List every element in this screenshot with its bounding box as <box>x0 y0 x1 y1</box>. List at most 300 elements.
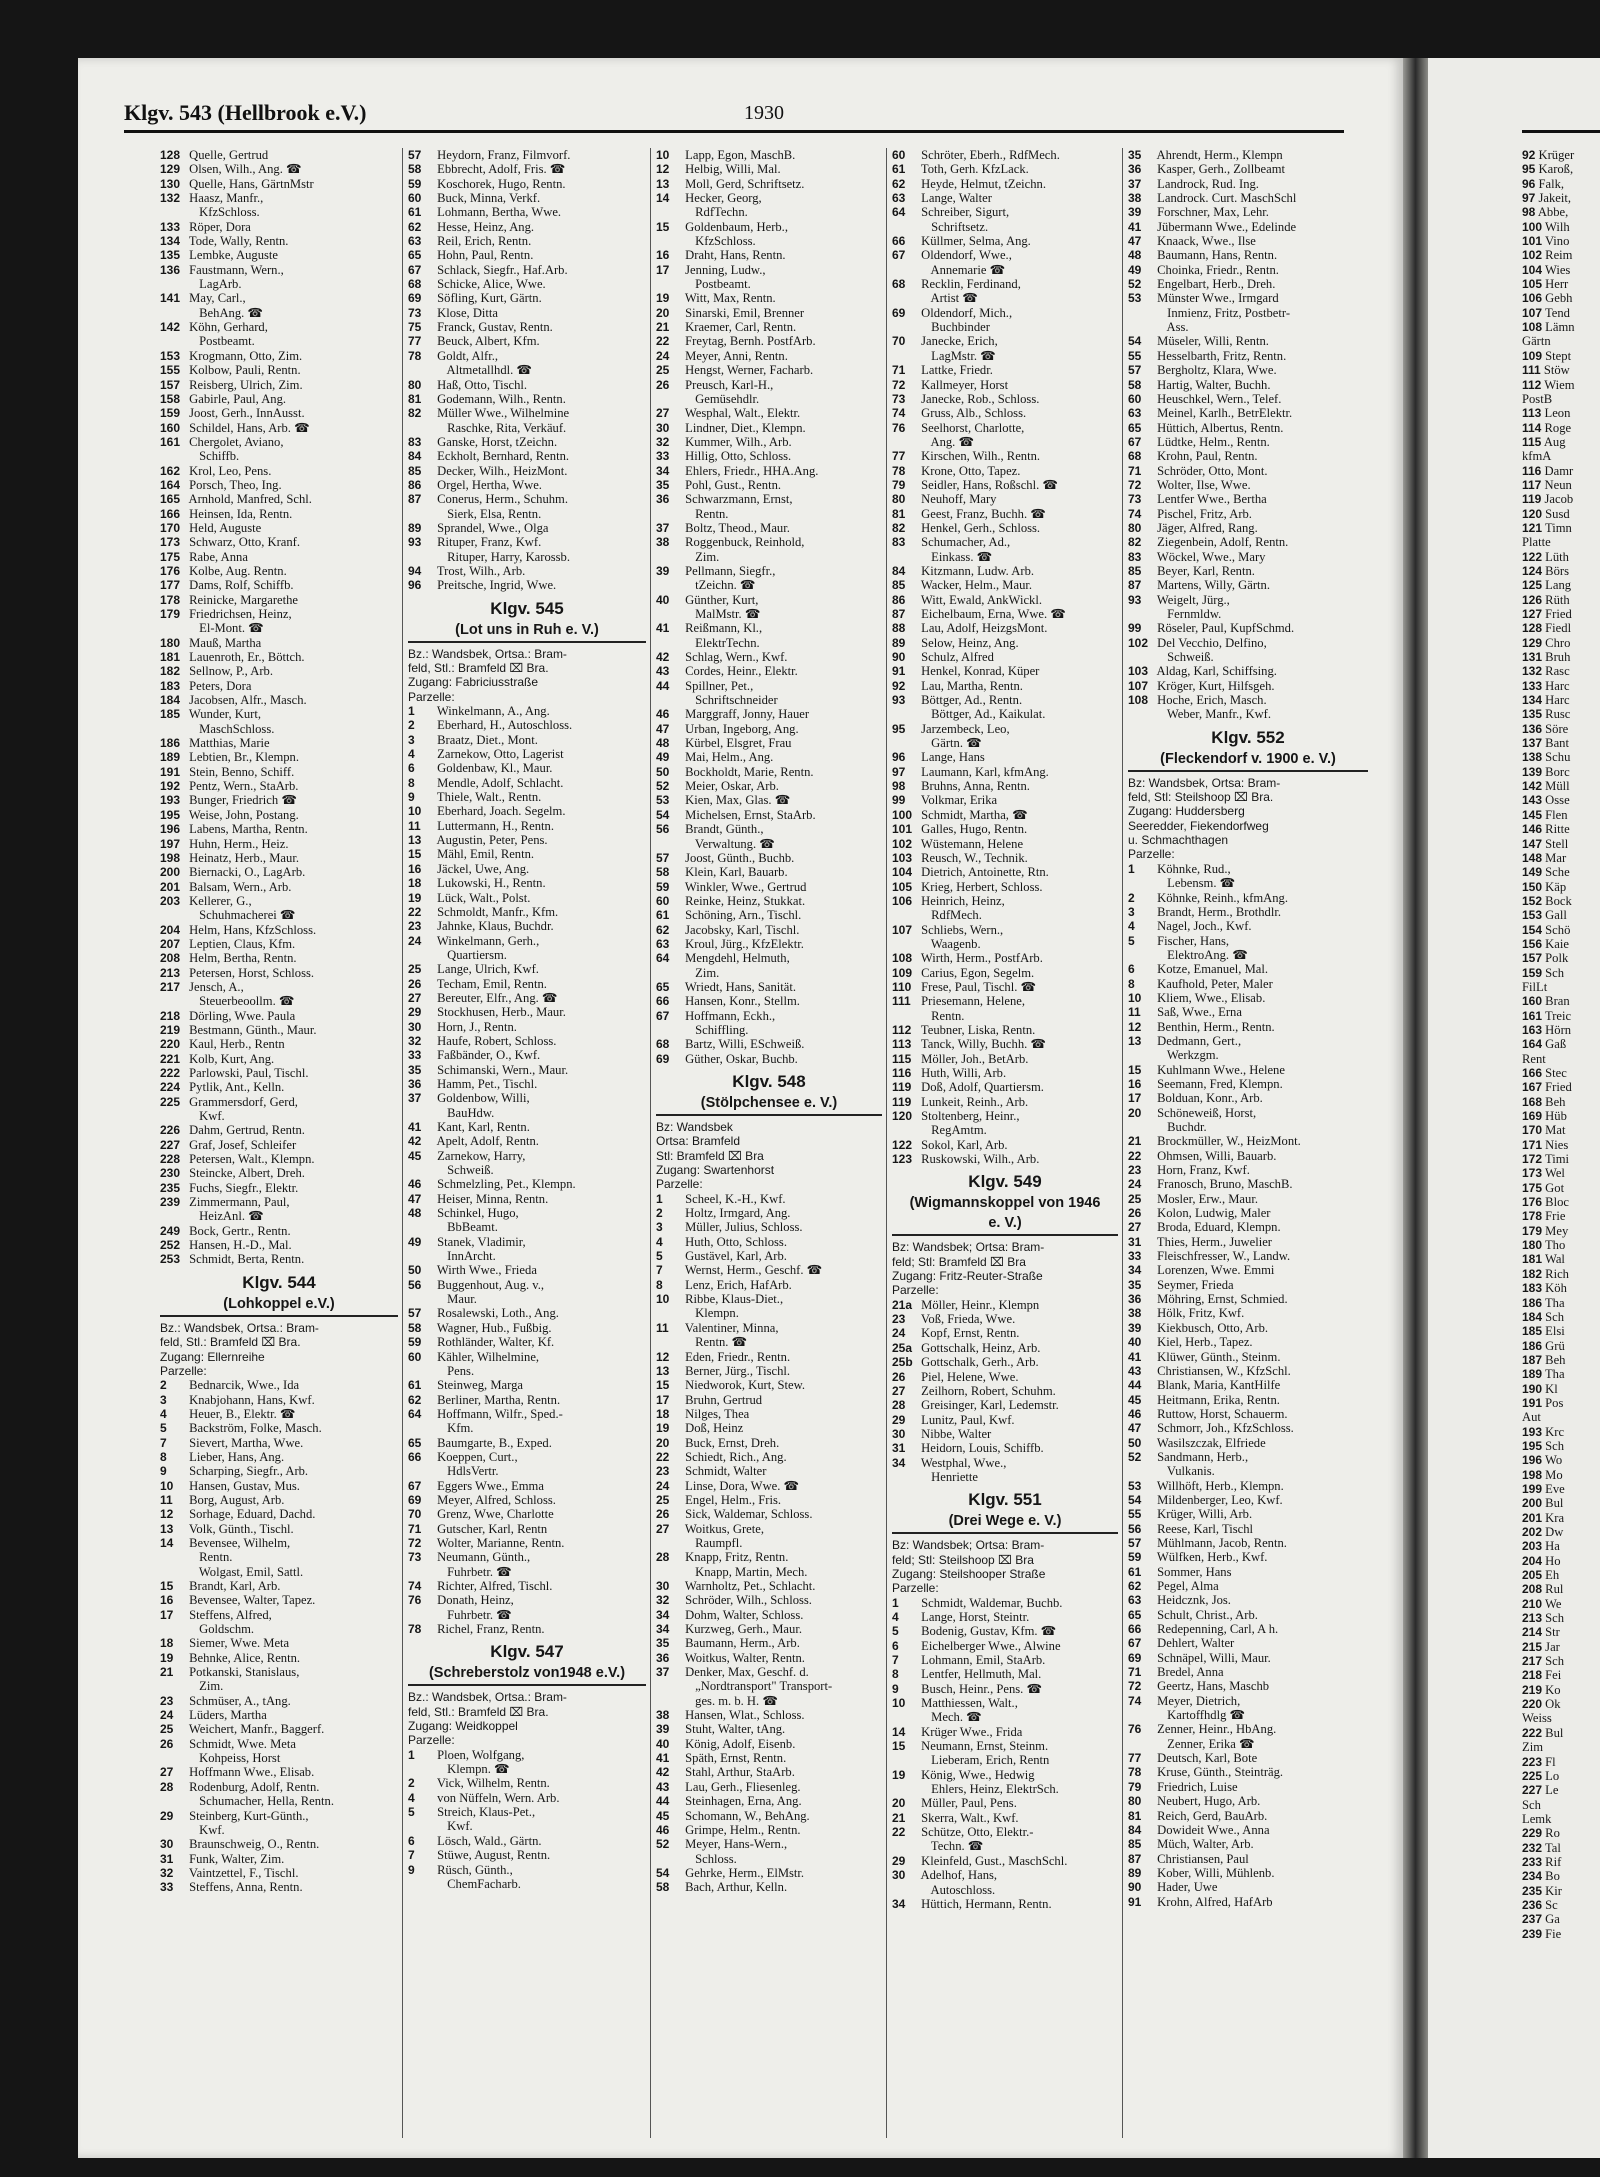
list-item <box>1522 320 1600 334</box>
list-item <box>408 905 646 919</box>
plot-number: 35 <box>408 1062 422 1077</box>
list-item <box>160 1138 398 1152</box>
entry-text: Gebh <box>1542 291 1573 306</box>
list-item <box>1522 607 1600 621</box>
list-item <box>656 1009 882 1023</box>
entry-text: Holtz, Irmgard, Ang. <box>685 1206 791 1221</box>
plot-number: 59 <box>408 1335 422 1350</box>
list-item <box>892 1854 1118 1868</box>
entry-text: Schmüser, A., tAng. <box>189 1693 291 1708</box>
list-item <box>408 747 646 761</box>
plot-number: 230 <box>160 1166 181 1181</box>
list-item <box>1128 535 1368 549</box>
list-item <box>656 363 882 377</box>
entry-text: Dedmann, Gert., <box>1157 1033 1242 1048</box>
entry-text: Röper, Dora <box>189 219 251 234</box>
plot-number: 10 <box>656 1292 670 1307</box>
list-item <box>892 421 1118 435</box>
entry-text: Lenz, Erich, HafArb. <box>685 1277 792 1292</box>
entry-text: Doß, Heinz <box>685 1421 744 1436</box>
entry-text: Hillig, Otto, Schloss. <box>685 449 792 464</box>
entry-text: Lämn <box>1542 320 1575 335</box>
list-item <box>1128 962 1368 976</box>
entry-text: Schütze, Otto, Elektr.- <box>921 1825 1034 1840</box>
list-item <box>160 1765 398 1779</box>
plot-number: 52 <box>1128 277 1142 292</box>
list-item <box>1522 1166 1600 1180</box>
list-item <box>160 277 398 291</box>
entry-text: Mey <box>1542 1223 1569 1238</box>
list-item <box>656 1321 882 1335</box>
list-item <box>160 392 398 406</box>
plot-number: 195 <box>1522 1438 1543 1453</box>
list-item <box>1522 1740 1600 1754</box>
entry-text: Voß, Frieda, Wwe. <box>920 1312 1016 1327</box>
list-item <box>656 191 882 205</box>
list-item <box>892 1753 1118 1767</box>
list-item <box>1522 650 1600 664</box>
plot-number: 173 <box>1522 1166 1543 1181</box>
list-item <box>656 1450 882 1464</box>
plot-number: 4 <box>408 1790 415 1805</box>
plot-number: 19 <box>656 291 670 306</box>
list-item <box>892 865 1118 879</box>
entry-text: Stell <box>1542 836 1569 851</box>
list-item <box>656 722 882 736</box>
plot-number: 75 <box>408 320 422 335</box>
entry-text: Ok <box>1542 1697 1561 1712</box>
section-meta: Bz.: Wandsbek, Ortsa.: Bram- <box>408 1690 567 1705</box>
plot-number: 1 <box>1128 861 1135 876</box>
plot-number: 80 <box>1128 520 1142 535</box>
plot-number: 27 <box>656 1521 670 1536</box>
plot-number: 24 <box>160 1708 174 1723</box>
plot-number: 9 <box>408 1862 415 1877</box>
list-item <box>892 1883 1118 1897</box>
entry-text: Zim <box>1522 1740 1543 1755</box>
entry-text: Pentz, Wern., StaArb. <box>189 779 299 794</box>
list-item <box>1128 449 1368 463</box>
list-item <box>892 1839 1118 1853</box>
plot-number: 154 <box>1522 922 1543 937</box>
column-divider <box>402 148 403 2138</box>
plot-number: 81 <box>1128 1808 1142 1823</box>
plot-number: 23 <box>656 1464 670 1479</box>
list-item <box>892 248 1118 262</box>
list-item <box>1128 1651 1368 1665</box>
plot-number: 30 <box>160 1837 174 1852</box>
list-item <box>408 1848 646 1862</box>
entry-text: Stanek, Vladimir, <box>437 1234 526 1249</box>
list-item <box>892 1610 1118 1624</box>
plot-number: 129 <box>160 162 181 177</box>
entry-text: Harc <box>1542 693 1570 708</box>
plot-number: 7 <box>160 1435 167 1450</box>
list-item <box>656 1751 882 1765</box>
entry-text: Leptien, Claus, Kfm. <box>189 936 296 951</box>
list-item <box>892 464 1118 478</box>
plot-number: 19 <box>656 1421 670 1436</box>
list-item <box>1128 248 1368 262</box>
entry-text: Sch <box>1542 1438 1565 1453</box>
list-item <box>1522 1439 1600 1453</box>
section-title: Klgv. 547 <box>490 1642 564 1662</box>
plot-number: 27 <box>892 1383 906 1398</box>
list-item <box>1522 378 1600 392</box>
entry-text: Horn, Franz, Kwf. <box>1157 1163 1250 1178</box>
list-item <box>160 851 398 865</box>
entry-text: Bunger, Friedrich ☎ <box>189 793 298 808</box>
plot-number: 122 <box>892 1137 913 1152</box>
plot-number: 53 <box>1128 1478 1142 1493</box>
list-item <box>1522 1367 1600 1381</box>
plot-number: 185 <box>160 707 181 722</box>
entry-text: Buchdr. <box>1167 1120 1207 1134</box>
list-item <box>408 718 646 732</box>
list-item <box>1522 1324 1600 1338</box>
list-item <box>1128 378 1368 392</box>
entry-text: Jäger, Alfred, Rang. <box>1157 520 1258 535</box>
entry-text: Schmidt, Berta, Rentn. <box>189 1252 305 1267</box>
entry-text: Pytlik, Ant., Kelln. <box>189 1080 285 1095</box>
list-item <box>160 1123 398 1137</box>
entry-text: Wilh <box>1542 219 1570 234</box>
entry-text: Reim <box>1542 248 1573 263</box>
plot-number: 200 <box>160 865 181 880</box>
entry-text: Tode, Wally, Rentn. <box>188 234 289 249</box>
plot-number: 170 <box>1522 1123 1543 1138</box>
column-divider <box>650 148 651 2138</box>
list-item <box>892 1398 1118 1412</box>
section-title: Klgv. 552 <box>1211 727 1285 747</box>
list-item <box>892 1427 1118 1441</box>
entry-text: Fuhrbetr. ☎ <box>447 1564 512 1579</box>
entry-text: Nagel, Joch., Kwf. <box>1157 919 1252 934</box>
list-item <box>408 1507 646 1521</box>
list-item <box>656 1536 882 1550</box>
plot-number: 40 <box>656 592 670 607</box>
plot-number: 25b <box>892 1355 913 1370</box>
list-item <box>1128 1679 1368 1693</box>
list-item <box>1128 1278 1368 1292</box>
list-item <box>892 1341 1118 1355</box>
list-item <box>656 1278 882 1292</box>
plot-number: 116 <box>1522 463 1542 478</box>
section-meta: Zugang: Fritz-Reuter-Straße <box>892 1269 1043 1284</box>
entry-text: Krüger, Willi, Arb. <box>1157 1507 1253 1522</box>
plot-number: 105 <box>1522 277 1543 292</box>
entry-text: Krohn, Alfred, HafArb <box>1157 1894 1273 1909</box>
list-item <box>656 1192 882 1206</box>
plot-number: 13 <box>656 1363 670 1378</box>
entry-text: Kliem, Wwe., Elisab. <box>1157 990 1266 1005</box>
plot-number: 8 <box>408 775 415 790</box>
entry-text: Knaack, Wwe., Ilse <box>1157 234 1256 249</box>
section-meta: Parzelle: <box>656 1177 703 1192</box>
entry-text: Flen <box>1542 807 1568 822</box>
entry-text: BbBeamt. <box>447 1220 498 1235</box>
list-item <box>1128 862 1368 876</box>
plot-number: 34 <box>656 1622 670 1637</box>
entry-text: Hansen, Wlat., Schloss. <box>685 1708 805 1723</box>
column-3 <box>656 148 882 1895</box>
list-item <box>1522 1310 1600 1324</box>
list-item <box>160 1009 398 1023</box>
plot-number: 86 <box>408 477 422 492</box>
entry-text: Meyer, Hans-Wern., <box>685 1837 788 1852</box>
page-header <box>124 78 1344 133</box>
plot-number: 73 <box>892 391 906 406</box>
list-item <box>160 320 398 334</box>
list-item <box>408 1834 646 1848</box>
plot-number: 50 <box>1128 1435 1142 1450</box>
section-subtitle: (Wigmannskoppel von 1946 <box>909 1195 1101 1212</box>
plot-number: 4 <box>656 1234 663 1249</box>
entry-text: Wüstemann, Helene <box>920 836 1024 851</box>
plot-number: 227 <box>1522 1783 1543 1798</box>
plot-number: 46 <box>408 1177 422 1192</box>
list-item <box>408 1163 646 1177</box>
entry-text: Vulkanis. <box>1166 1464 1215 1479</box>
entry-text: Reisberg, Ulrich, Zim. <box>189 377 303 392</box>
plot-number: 35 <box>1128 1277 1142 1292</box>
list-item <box>160 363 398 377</box>
entry-text: Fuchs, Siegfr., Elektr. <box>189 1180 299 1195</box>
entry-text: Sievert, Martha, Wwe. <box>189 1435 304 1450</box>
list-item <box>1522 1668 1600 1682</box>
plot-number: 227 <box>160 1137 181 1152</box>
list-item <box>1522 392 1600 406</box>
plot-number: 49 <box>1128 262 1142 277</box>
plot-number: 145 <box>1522 807 1543 822</box>
entry-text: Rituper, Harry, Karossb. <box>447 549 570 564</box>
list-item <box>892 1470 1118 1484</box>
list-item <box>656 392 882 406</box>
entry-text: von Nüffeln, Wern. Arb. <box>437 1790 560 1805</box>
plot-number: 30 <box>656 420 670 435</box>
list-item <box>1128 977 1368 991</box>
plot-number: 43 <box>1128 1363 1142 1378</box>
plot-number: 1 <box>408 1747 415 1762</box>
list-item <box>160 1479 398 1493</box>
entry-text: Falk, <box>1535 176 1565 191</box>
plot-number: 102 <box>1128 635 1149 650</box>
list-item <box>656 1263 882 1277</box>
list-item <box>1128 1192 1368 1206</box>
entry-text: Lunitz, Paul, Kwf. <box>921 1412 1015 1427</box>
list-item <box>160 1407 398 1421</box>
plot-number: 217 <box>160 979 181 994</box>
entry-text: Bul <box>1542 1725 1564 1740</box>
list-item <box>1128 607 1368 621</box>
entry-text: Eve <box>1542 1481 1565 1496</box>
list-item <box>892 1009 1118 1023</box>
entry-text: Fischer, Hans, <box>1157 933 1230 948</box>
entry-text: Schweiß. <box>1167 650 1214 665</box>
entry-text: Aug <box>1541 434 1566 449</box>
plot-number: 71 <box>1128 1665 1142 1680</box>
list-item <box>1128 1350 1368 1364</box>
entry-text: Hüttich, Albertus, Rentn. <box>1157 420 1284 435</box>
list-item <box>1522 478 1600 492</box>
list-item <box>1522 1152 1600 1166</box>
list-item <box>408 962 646 976</box>
list-item <box>1522 966 1600 980</box>
plot-number: 190 <box>1522 1381 1543 1396</box>
list-item <box>160 1166 398 1180</box>
entry-text: Vick, Wilhelm, Rentn. <box>436 1776 550 1791</box>
plot-number: 54 <box>1128 1492 1142 1507</box>
entry-text: Ahrendt, Herm., Klempn <box>1156 148 1283 162</box>
plot-number: 15 <box>656 219 670 234</box>
entry-text: Sinarski, Emil, Brenner <box>685 305 805 320</box>
list-item <box>1522 1195 1600 1209</box>
list-item <box>656 1852 882 1866</box>
plot-number: 61 <box>892 162 906 177</box>
plot-number: 71 <box>892 363 906 378</box>
plot-number: 22 <box>656 1449 670 1464</box>
plot-number: 253 <box>160 1252 181 1267</box>
plot-number: 18 <box>160 1636 174 1651</box>
list-item <box>160 1421 398 1435</box>
entry-text: Mildenberger, Leo, Kwf. <box>1157 1492 1283 1507</box>
list-item <box>408 406 646 420</box>
plot-number: 150 <box>1522 879 1543 894</box>
plot-number: 168 <box>1522 1094 1543 1109</box>
entry-text: Knabjohann, Hans, Kwf. <box>189 1392 315 1407</box>
list-item <box>656 334 882 348</box>
entry-text: Wal <box>1542 1252 1565 1267</box>
entry-text: Krol, Leo, Pens. <box>189 463 272 478</box>
plot-number: 63 <box>1128 1593 1142 1608</box>
list-item <box>892 378 1118 392</box>
list-item <box>408 1134 646 1148</box>
entry-text: Meyer, Alfred, Schloss. <box>437 1492 556 1507</box>
plot-number: 183 <box>160 678 181 693</box>
list-item <box>892 1080 1118 1094</box>
list-item <box>1128 1622 1368 1636</box>
entry-text: Heuer, B., Elektr. ☎ <box>189 1406 296 1421</box>
plot-number: 162 <box>160 463 181 478</box>
plot-number: 100 <box>892 807 913 822</box>
entry-text: Köh <box>1542 1281 1567 1296</box>
entry-text: BehAng. ☎ <box>199 305 264 320</box>
list-item <box>1522 220 1600 234</box>
entry-text: Rüsch, Günth., <box>437 1862 513 1877</box>
list-item <box>160 636 398 650</box>
list-item <box>160 808 398 822</box>
entry-text: Skerra, Walt., Kwf. <box>921 1810 1019 1825</box>
section-meta: Parzelle: <box>408 689 455 704</box>
plot-number: 20 <box>892 1796 906 1811</box>
list-item <box>1128 1063 1368 1077</box>
list-item <box>408 862 646 876</box>
list-item <box>160 1708 398 1722</box>
entry-text: Sch <box>1522 1797 1541 1812</box>
list-item <box>1522 1625 1600 1639</box>
plot-number: 95 <box>1522 162 1536 177</box>
list-item <box>1522 679 1600 693</box>
list-item <box>1128 1837 1368 1851</box>
list-item <box>656 966 882 980</box>
list-item <box>892 507 1118 521</box>
plot-number: 200 <box>1522 1496 1543 1511</box>
list-item <box>1128 1421 1368 1435</box>
entry-text: Kiekbusch, Otto, Arb. <box>1157 1320 1269 1335</box>
entry-text: Raschke, Rita, Verkäuf. <box>447 420 567 435</box>
entry-text: Tanck, Willy, Buchh. ☎ <box>920 1037 1047 1052</box>
plot-number: 61 <box>656 908 670 923</box>
list-item <box>892 435 1118 449</box>
list-item <box>408 1565 646 1579</box>
plot-number: 12 <box>1128 1019 1142 1034</box>
plot-number: 104 <box>892 865 913 880</box>
entry-text: Grimpe, Helm., Rentn. <box>685 1822 801 1837</box>
plot-number: 4 <box>892 1609 899 1624</box>
entry-text: Broda, Eduard, Klempn. <box>1157 1220 1281 1235</box>
entry-text: Schriftsetz. <box>931 219 989 234</box>
entry-text: Fei <box>1542 1668 1562 1683</box>
entry-text: Hengst, Werner, Facharb. <box>685 363 814 378</box>
list-item <box>656 263 882 277</box>
list-item <box>656 1794 882 1808</box>
entry-text: Wel <box>1542 1166 1565 1181</box>
entry-text: Dams, Rolf, Schiffb. <box>189 578 294 593</box>
entry-text: Rabe, Anna <box>189 549 248 564</box>
plot-number: 214 <box>1522 1625 1543 1640</box>
plot-number: 17 <box>656 262 670 277</box>
entry-text: Deutsch, Karl, Bote <box>1157 1751 1258 1766</box>
plot-number: 44 <box>1128 1378 1142 1393</box>
entry-text: Bo <box>1542 1869 1560 1884</box>
entry-text: Faßbänder, O., Kwf. <box>437 1048 541 1063</box>
entry-text: Müller Wwe., Wilhelmine <box>437 406 570 421</box>
entry-text: Buggenhout, Aug. v., <box>437 1277 545 1292</box>
plot-number: 63 <box>892 191 906 206</box>
list-item <box>1522 578 1600 592</box>
list-item <box>408 349 646 363</box>
entry-text: Huth, Willi, Arb. <box>921 1066 1007 1080</box>
plot-number: 10 <box>656 148 670 162</box>
section-meta: Bz.: Wandsbek, Ortsa.: Bram- <box>160 1320 319 1335</box>
entry-text: Krone, Otto, Tapez. <box>921 463 1021 478</box>
plot-number: 73 <box>1128 492 1142 507</box>
entry-text: Sch <box>1542 1654 1565 1669</box>
plot-number: 93 <box>892 693 906 708</box>
entry-text: Gabirle, Paul, Ang. <box>189 391 287 406</box>
list-item <box>160 435 398 449</box>
list-item <box>1522 750 1600 764</box>
list-item <box>892 1066 1118 1080</box>
plot-number: 193 <box>1522 1424 1543 1439</box>
entry-text: Huhn, Herm., Heiz. <box>189 836 289 851</box>
entry-text: Wunder, Kurt, <box>188 707 262 722</box>
entry-text: Verwaltung. ☎ <box>694 836 775 851</box>
plot-number: 182 <box>1522 1266 1543 1281</box>
plot-number: 18 <box>408 876 422 891</box>
plot-number: 115 <box>892 1051 912 1066</box>
entry-text: Steuerbeoollm. ☎ <box>199 994 295 1009</box>
section-meta: Ortsa: Bramfeld <box>656 1134 741 1149</box>
list-item <box>656 378 882 392</box>
entry-text: PostB <box>1522 391 1553 406</box>
entry-text: Franosch, Bruno, MaschB. <box>1157 1177 1293 1192</box>
plot-number: 210 <box>1522 1596 1543 1611</box>
list-item <box>656 220 882 234</box>
plot-number: 54 <box>656 1865 670 1880</box>
entry-text: Rasc <box>1542 664 1570 679</box>
entry-text: „Nordtransport" Transport- <box>695 1679 833 1694</box>
